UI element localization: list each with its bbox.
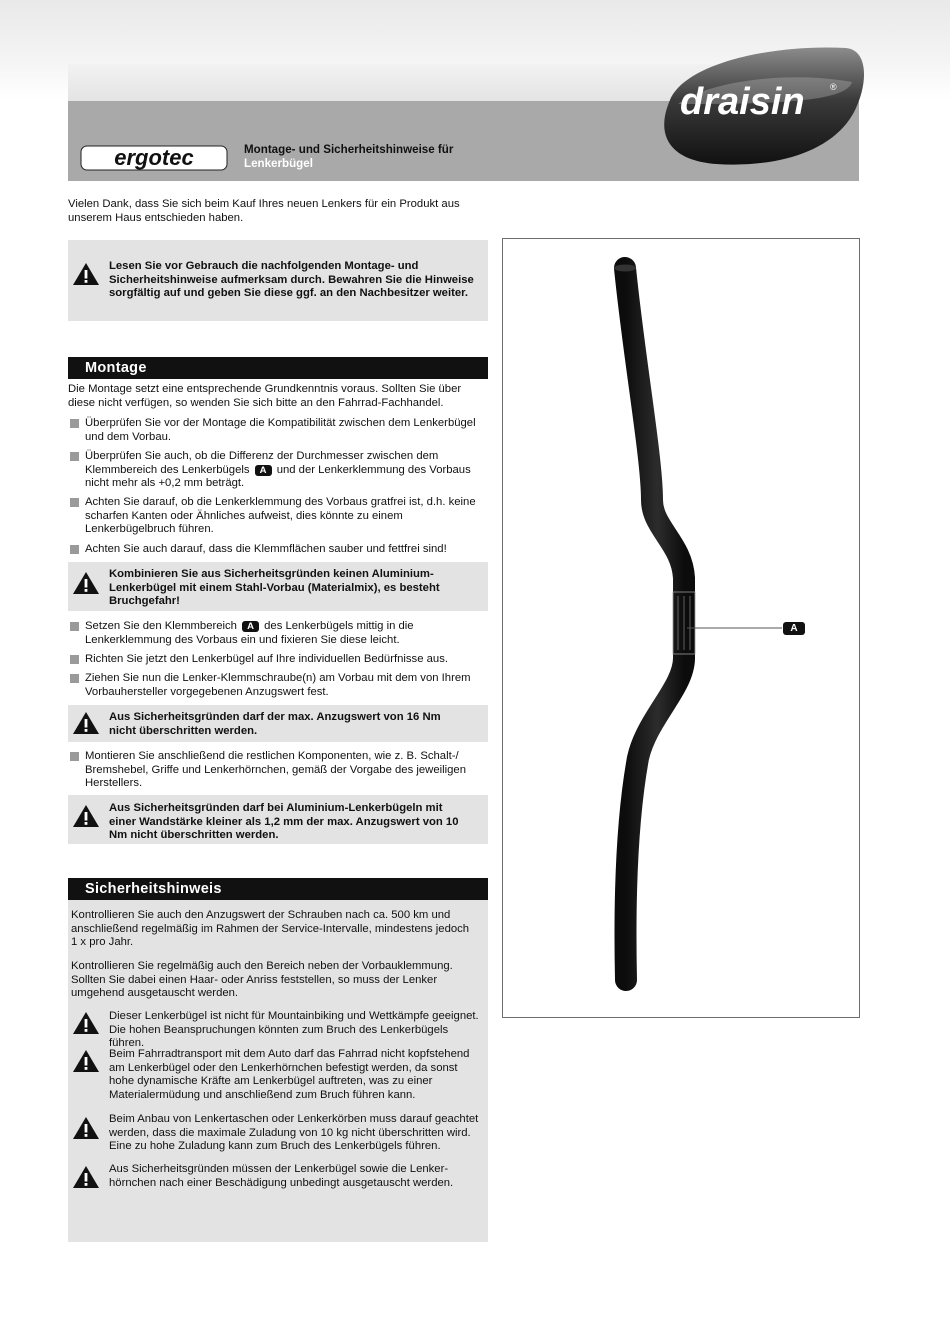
list-item-text: Setzen Sie den Klemmbereich bbox=[85, 620, 237, 632]
tag-a: A bbox=[242, 621, 259, 632]
ergotec-logo bbox=[80, 143, 230, 173]
figure-label-a: A bbox=[783, 622, 805, 635]
ergotec-logo-text: ergotec bbox=[114, 145, 194, 170]
bullet-square bbox=[70, 655, 79, 664]
bullet-square bbox=[70, 419, 79, 428]
bullet-square bbox=[70, 674, 79, 683]
list-item bbox=[70, 672, 480, 699]
draisin-logo-text: draisin bbox=[680, 81, 805, 123]
warning-text-torque: Aus Sicherheitsgründen darf der max. Anzugswert von 16 Nm nicht überschritten werden. bbox=[109, 711, 441, 737]
page-title bbox=[244, 143, 484, 172]
bullet-square bbox=[70, 452, 79, 461]
warning-icon bbox=[72, 804, 100, 828]
bullet-square bbox=[70, 498, 79, 507]
list-item-text: Richten Sie jetzt den Lenkerbügel auf Ihre individuellen Bedürfnisse aus. bbox=[85, 653, 448, 665]
safety-para-2: Kontrollieren Sie regelmäßig auch den Bereich neben der Vorbauklemmung. Sollten Sie dabei einen Haar- oder Anriss feststellen, so muss der Lenker umgehend ausgetauscht werden. bbox=[71, 960, 453, 1000]
safety-para-1: Kontrollieren Sie auch den Anzugswert der Schrauben nach ca. 500 km und anschließend regelmäßig im Rahmen der Service-Intervalle, mindestens jedoch 1 x pro Jahr. bbox=[71, 909, 470, 949]
bullet-square bbox=[70, 752, 79, 761]
warning-icon bbox=[72, 262, 100, 286]
list-item-text: und der Lenkerklemmung des Vorbaus nicht mehr als +0,2 mm beträgt. bbox=[85, 463, 471, 490]
warning-icon bbox=[72, 571, 100, 595]
list-item-text: Montieren Sie anschließend die restlichen Komponenten, wie z. B. Schalt-/ Bremshebel, Griffe und Lenkerhörnchen, gemäß der Vorgabe des jeweiligen Herstellers. bbox=[85, 750, 466, 790]
warning-icon bbox=[72, 1116, 100, 1140]
bullet-square bbox=[70, 622, 79, 631]
warning-icon bbox=[72, 711, 100, 735]
warning-text-aluminium: Aus Sicherheitsgründen darf bei Aluminium-Lenkerbügeln mit einer Wandstärke kleiner als 1,2 mm der max. Anzugswert von 10 Nm nicht überschritten werden. bbox=[109, 802, 459, 842]
top-warning-text: Lesen Sie vor Gebrauch die nachfolgenden Montage- und Sicherheitshinweise aufmerksam durch. Bewahren Sie die Hinweise sorgfältig auf und geben Sie diese ggf. an den Nachbesitzer weiter. bbox=[109, 260, 474, 300]
safety-warning-4: Aus Sicherheitsgründen müssen der Lenkerbügel sowie die Lenker-hörnchen nach einer Beschädigung unbedingt ausgetauscht werden. bbox=[109, 1163, 454, 1189]
list-item bbox=[70, 653, 480, 667]
warning-icon bbox=[72, 1049, 100, 1073]
list-item-text: Achten Sie auch darauf, dass die Klemmflächen sauber und fettfrei sind! bbox=[85, 543, 447, 555]
bullet-square bbox=[70, 545, 79, 554]
list-item bbox=[70, 750, 480, 791]
title-line-2: Lenkerbügel bbox=[244, 157, 313, 171]
montage-intro: Die Montage setzt eine entsprechende Grundkenntnis voraus. Sollten Sie über diese nicht verfügen, so wenden Sie sich bitte an den Fahrrad-Fachhandel. bbox=[68, 383, 462, 409]
safety-warning-2: Beim Fahrradtransport mit dem Auto darf das Fahrrad nicht kopfstehend am Lenkerbügel oder den Lenkerhörnchen befestigt werden, da sonst hohe dynamische Kräfte am Lenkerbügel auftreten, was zu einer Materialermüdung und anschließend zum Bruch führen kann. bbox=[109, 1048, 470, 1101]
montage-heading: Montage bbox=[68, 357, 488, 379]
list-item bbox=[70, 543, 480, 557]
warning-icon bbox=[72, 1011, 100, 1035]
warning-text-material: Kombinieren Sie aus Sicherheitsgründen keinen Aluminium-Lenkerbügel mit einem Stahl-Vorbau (Materialmix), es besteht Bruchgefahr! bbox=[109, 568, 440, 608]
handlebar-drawing bbox=[502, 238, 860, 1018]
safety-warning-1: Dieser Lenkerbügel ist nicht für Mountainbiking und Wettkämpfe geeignet. Die hohen Beanspruchungen könnten zum Bruch des Lenkerbügels führen. bbox=[109, 1010, 479, 1050]
list-item-text: Überprüfen Sie auch, ob die Differenz der Durchmesser zwischen dem Klemmbereich des Lenkerbügels bbox=[85, 450, 439, 476]
draisin-logo bbox=[656, 42, 868, 170]
list-item-text: Achten Sie darauf, ob die Lenkerklemmung des Vorbaus gratfrei ist, d.h. keine scharfen Kanten oder Ähnliches aufweist, dies könnte zu einem Lenkerbügelbruch führen. bbox=[85, 496, 476, 536]
safety-heading: Sicherheitshinweis bbox=[68, 878, 488, 900]
intro-text: Vielen Dank, dass Sie sich beim Kauf Ihres neuen Lenkers für ein Produkt aus unserem Haus entschieden haben. bbox=[68, 198, 460, 224]
list-item bbox=[70, 620, 480, 647]
list-item bbox=[70, 496, 480, 537]
list-item-text: Ziehen Sie nun die Lenker-Klemmschraube(n) am Vorbau mit dem von Ihrem Vorbauhersteller vorgegebenen Anzugswert fest. bbox=[85, 672, 471, 698]
registered-mark: ® bbox=[830, 82, 837, 92]
safety-warning-3: Beim Anbau von Lenkertaschen oder Lenkerkörben muss darauf geachtet werden, dass die maximale Zuladung von 10 kg nicht überschritten wird. Eine zu hohe Zuladung kann zum Bruch des Lenkerbügels führen. bbox=[109, 1113, 479, 1153]
list-item bbox=[70, 417, 480, 444]
list-item bbox=[70, 450, 480, 491]
warning-icon bbox=[72, 1165, 100, 1189]
list-item-text: Überprüfen Sie vor der Montage die Kompatibilität zwischen dem Lenkerbügel und dem Vorbau. bbox=[85, 417, 476, 443]
title-line-1: Montage- und Sicherheitshinweise für bbox=[244, 143, 454, 156]
tag-a: A bbox=[255, 465, 272, 476]
list-item-text: des Lenkerbügels mittig in die Lenkerklemmung des Vorbaus ein und fixieren Sie diese leicht. bbox=[85, 620, 414, 646]
